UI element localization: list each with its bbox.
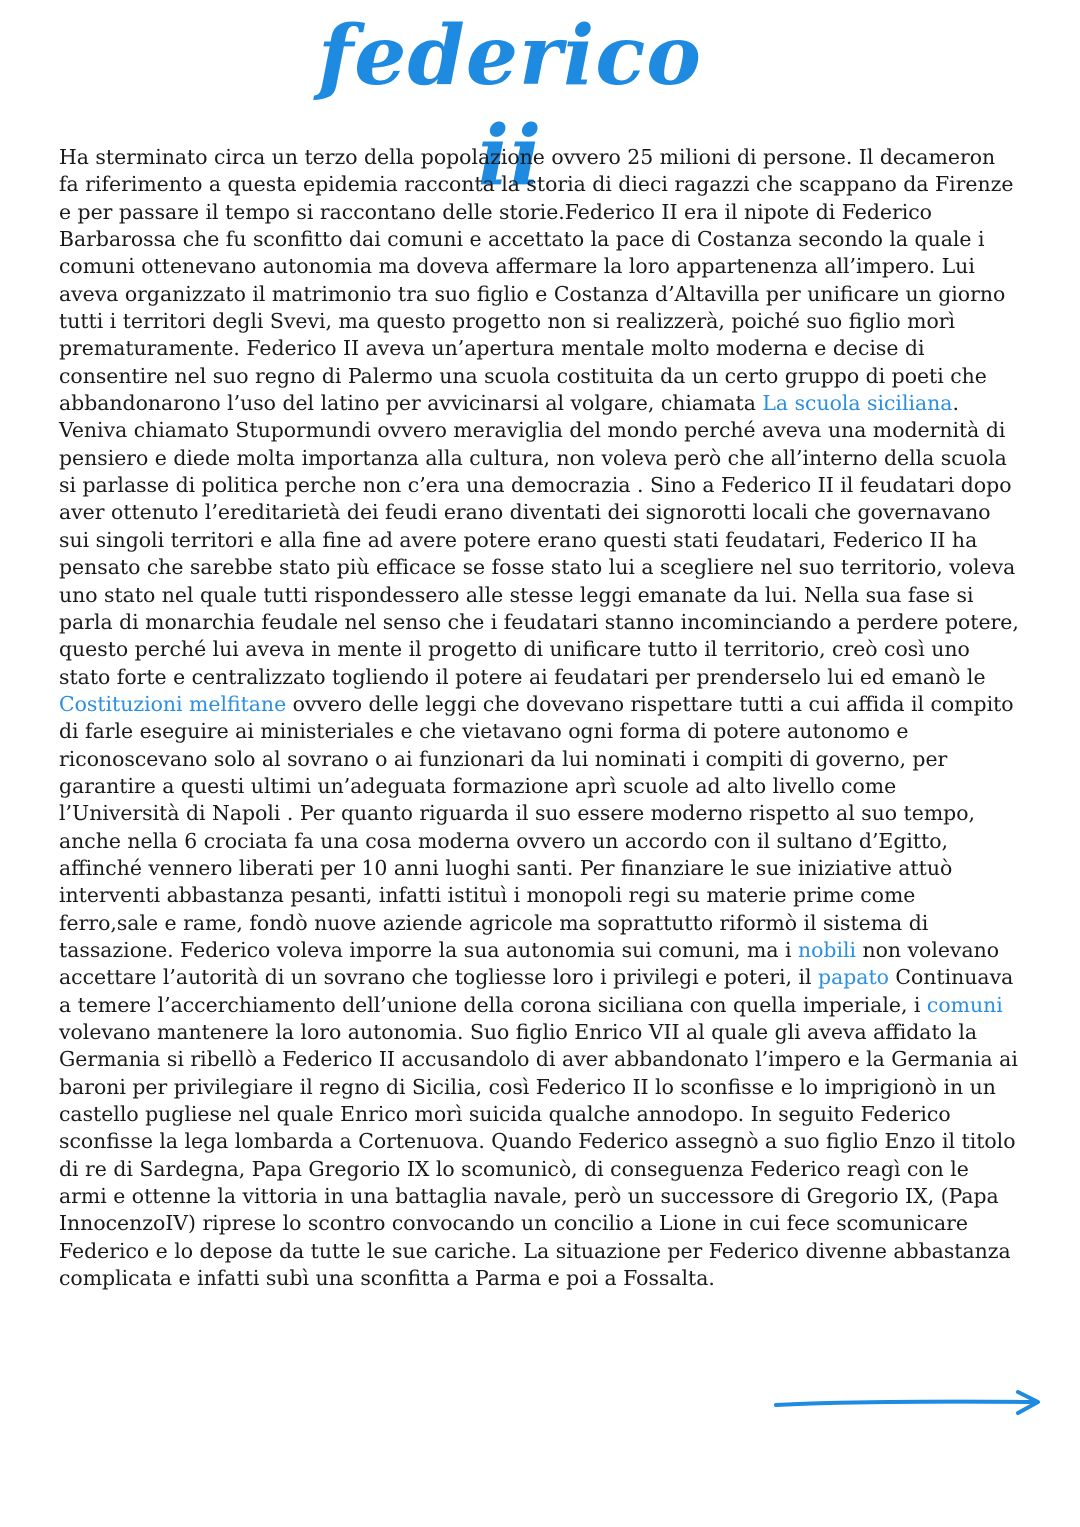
highlight-comuni: comuni bbox=[926, 992, 1003, 1017]
highlight-papato: papato bbox=[818, 965, 889, 990]
text-segment-4: non volevano accettare l’autorità di un sovrano che togliesse loro i privilegi e poteri, il bbox=[59, 937, 1000, 990]
text-segment-6: volevano mantenere la loro autonomia. Suo figlio Enrico VII al quale gli aveva affidato la Germania si ribellò a Federico II accusandolo di aver abbandonato l’impero e la Germania ai baroni per privilegiare il regno di Sicilia, così Federico II lo sconfisse e lo imprigionò in un castello pugliese nel quale Enrico morì suicida qualche annodopo. In seguito Federico sconfisse la lega lombarda a Cortenuova. Quando Federico assegnò a suo figlio Enzo il titolo di re di Sardegna, Papa Gregorio IX lo scomunicò, di conseguenza Federico reagì con le armi e ottenne la vittoria in una battaglia navale, però un successore di Gregorio IX, (Papa InnocenzoIV) riprese lo scontro convocando un concilio a Lione in cui fece scomunicare Federico e lo depose da tutte le sue cariche. La situazione per Federico divenne abbastanza complicata e infatti subì una sconfitta a Parma e poi a Fossalta. bbox=[59, 1020, 1018, 1291]
text-segment-5: Continuava a temere l’accerchiamento dell’unione della corona siciliana con quella imperiale, i bbox=[59, 965, 1014, 1017]
highlight-scuola-siciliana: La scuola siciliana bbox=[762, 391, 953, 416]
highlight-costituzioni-melfitane: Costituzioni melfitane bbox=[59, 691, 287, 716]
text-segment-1: Ha sterminato circa un terzo della popolazione ovvero 25 milioni di persone. Il decameron fa riferimento a questa epidemia racconta la storia di dieci ragazzi che scappano da Firenze e per passare il tempo si raccontano delle storie.Federico II era il nipote di Federico Barbarossa che fu sconfitto dai comuni e accettato la pace di Costanza secondo la quale i comuni ottenevano autonomia ma doveva affermare la loro appartenenza all’impero. Lui aveva organizzato il matrimonio tra suo figlio e Costanza d’Altavilla per unificare un giorno tutti i territori degli Svevi, ma questo progetto non si realizzerà, poiché suo figlio morì prematuramente. Federico II aveva un’apertura mentale molto moderna e decise di consentire nel suo regno di Palermo una scuola costituita da un certo gruppo di poeti che abbandonarono l’uso del latino per avvicinarsi al volgare, chiamata bbox=[59, 145, 1014, 416]
text-segment-3: ovvero delle leggi che dovevano rispettare tutti a cui affida il compito di farle eseguire ai ministeriales e che vietavano ogni forma di potere autonomo e riconoscevano solo al sovrano o ai funzionari da lui nominati i compiti di governo, per garantire a questi ultimi un’adeguata formazione aprì scuole ad alto livello come l’Università di Napoli . Per quanto riguarda il suo essere moderno rispetto al suo tempo, anche nella 6 crociata fa una cosa moderna ovvero un accordo con il sultano d’Egitto, affinché vennero liberati per 10 anni luoghi santi. Per finanziare le sue iniziative attuò interventi abbastanza pesanti, infatti istituì i monopoli regi su materie prime come ferro,sale e rame, fondò nuove aziende agricole ma soprattutto riformò il sistema di tassazione. Federico voleva imporre la sua autonomia sui comuni, ma i bbox=[59, 691, 1014, 962]
page-title: federico ii bbox=[318, 8, 702, 204]
body-paragraph bbox=[59, 144, 1019, 1292]
highlight-nobili: nobili bbox=[798, 937, 857, 962]
right-arrow-icon bbox=[772, 1389, 1046, 1417]
text-segment-2: . Veniva chiamato Stupormundi ovvero meraviglia del mondo perché aveva una modernità di pensiero e diede molta importanza alla cultura, non voleva però che all’interno della scuola si parlasse di politica perche non c’era una democrazia . Sino a Federico II il feudatari dopo aver ottenuto l’ereditarietà dei feudi erano diventati dei signorotti locali che governavano sui singoli territori e alla fine ad avere potere erano questi stati feudatari, Federico II ha pensato che sarebbe stato più efficace se fosse stato lui a scegliere nel suo territorio, voleva uno stato nel quale tutti rispondessero alle stesse leggi emanate da lui. Nella sua fase si parla di monarchia feudale nel senso che i feudatari stanno incominciando a perdere potere, questo perché lui aveva in mente il progetto di unificare tutto il territorio, creò così uno stato forte e centralizzato togliendo il potere ai feudatari per prenderselo lui ed emanò le bbox=[59, 391, 1019, 689]
